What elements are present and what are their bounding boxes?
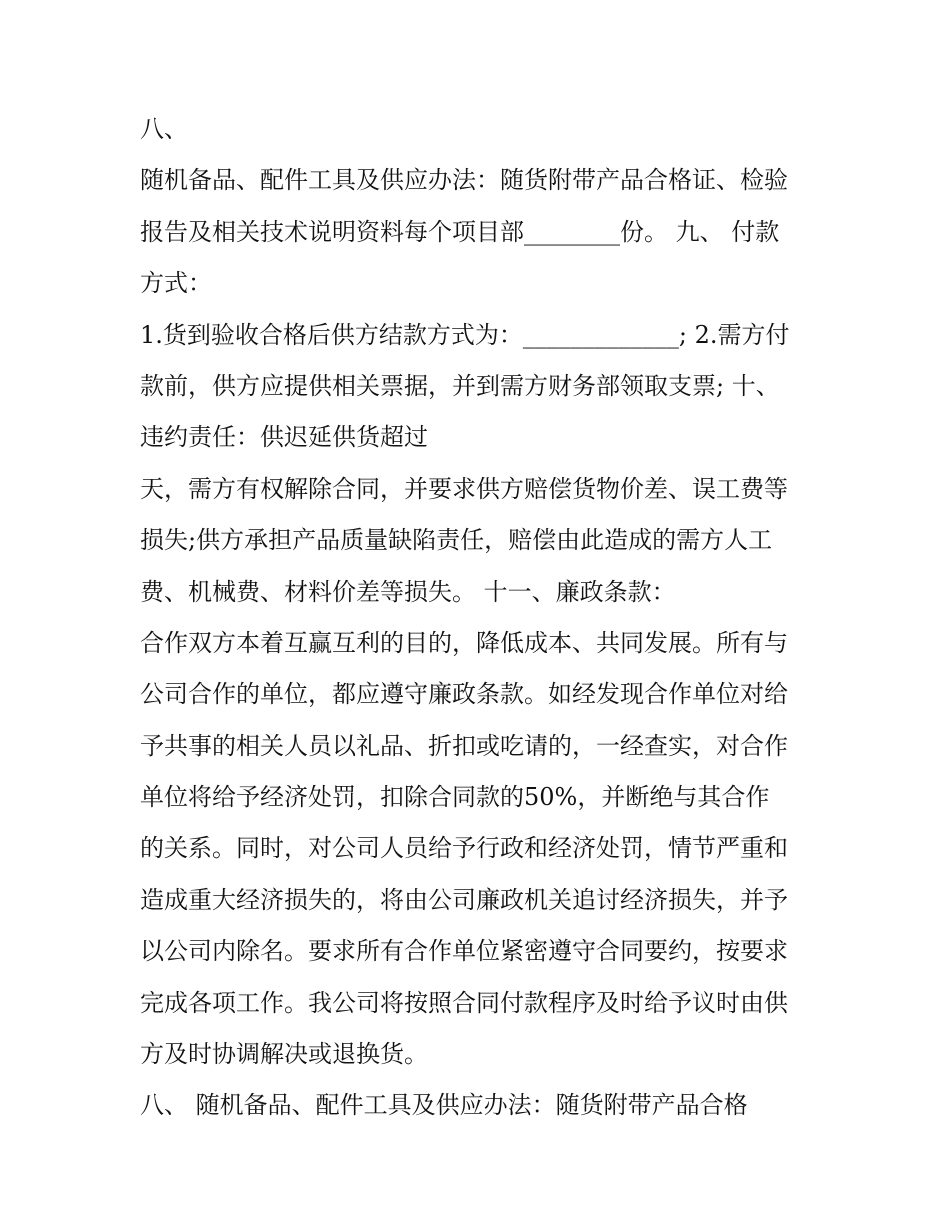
text-line: 损失;供方承担产品质量缺陷责任，赔偿由此造成的需方人工 [140,526,773,555]
text-line: 费、机械费、材料价差等损失。 十一、廉政条款： [140,577,676,606]
text-line: 违约责任：供迟延供货超过 [140,423,428,452]
text-line: 随机备品、配件工具及供应办法：随货附带产品合格证、检验 [140,166,788,195]
text-line: 方及时协调解决或退换货。 [140,1040,428,1069]
text-line: 合作双方本着互赢互利的目的，降低成本、共同发展。所有与 [140,628,788,657]
text-line: 予共事的相关人员以礼品、折扣或吃请的，一经查实，对合作 [140,731,788,760]
text-line: 完成各项工作。我公司将按照合同付款程序及时给予议时由供 [140,988,788,1017]
text-line: 八、 随机备品、配件工具及供应办法：随货附带产品合格 [140,1091,748,1120]
document-body [140,104,820,1132]
text-line: 天，需方有权解除合同，并要求供方赔偿货物价差、误工费等 [140,474,788,503]
text-line: 方式： [140,269,212,298]
text-line: 的关系。同时，对公司人员给予行政和经济处罚，情节严重和 [140,834,788,863]
text-line: 1.货到验收合格后供方结款方式为：_____________; 2.需方付 [140,320,790,349]
text-line: 八、 [140,115,188,143]
text-line: 公司合作的单位，都应遵守廉政条款。如经发现合作单位对给 [140,680,788,709]
text-line: 单位将给予经济处罚，扣除合同款的50%，并断绝与其合作 [140,783,770,812]
text-line: 以公司内除名。要求所有合作单位紧密遵守合同要约，按要求 [140,937,788,966]
text-line: 造成重大经济损失的，将由公司廉政机关追讨经济损失，并予 [140,885,788,914]
text-line: 款前，供方应提供相关票据，并到需方财务部领取支票; 十、 [140,371,780,400]
text-line: 报告及相关技术说明资料每个项目部________份。 九、 付款 [140,217,780,246]
